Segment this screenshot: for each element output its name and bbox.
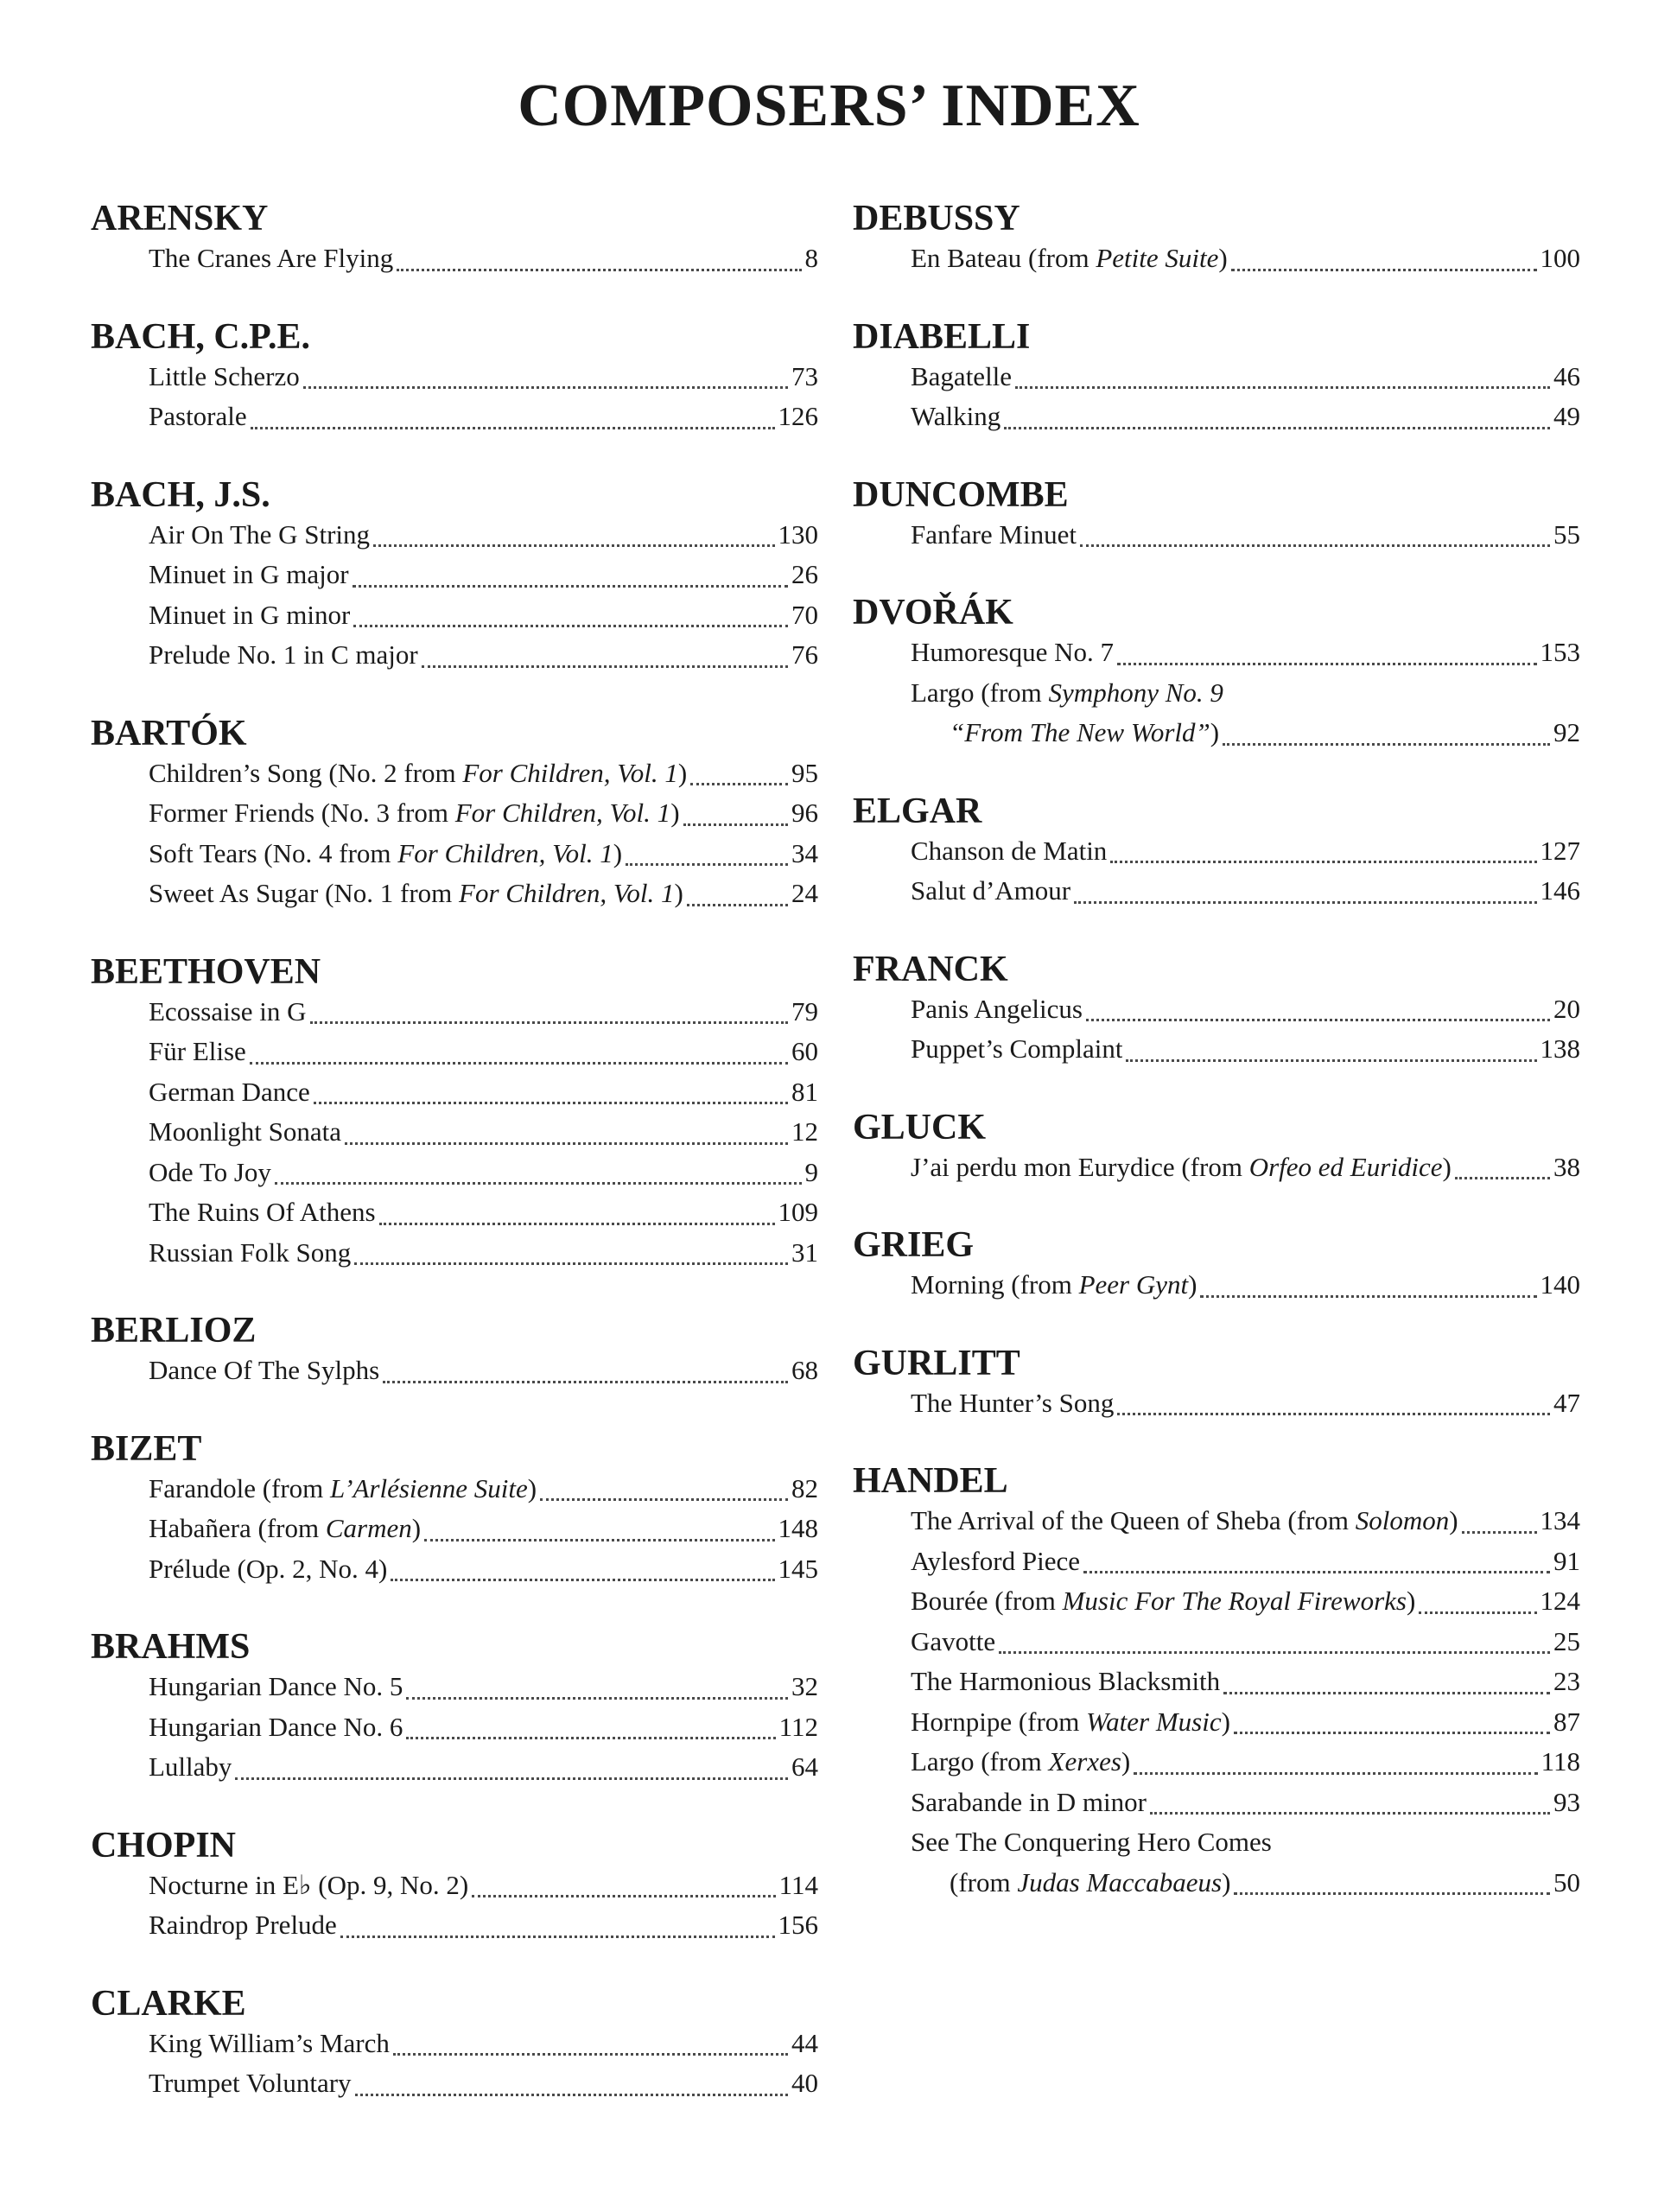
entry-title: Panis Angelicus [911, 993, 1083, 1024]
index-entry-line-1 [911, 1822, 1580, 1863]
index-entry [911, 1029, 1580, 1070]
index-entry [149, 595, 818, 636]
page-number: 100 [1540, 243, 1580, 273]
composer-name: BARTÓK [91, 713, 247, 753]
page-number: 32 [791, 1671, 818, 1701]
page-number: 46 [1553, 360, 1580, 391]
entry-title: Gavotte [911, 1625, 996, 1656]
entry-title: Nocturne in E♭ (Op. 9, No. 2) [149, 1869, 469, 1900]
dot-leader [353, 611, 788, 627]
index-entry [149, 1112, 818, 1153]
composer-section [853, 197, 1580, 279]
entry-list [853, 515, 1580, 556]
dot-leader [397, 255, 801, 271]
index-entry [149, 992, 818, 1033]
entry-list [853, 1501, 1580, 1903]
entry-title: Hungarian Dance No. 5 [149, 1671, 403, 1701]
entry-list [853, 357, 1580, 437]
entry-title: King William’s March [149, 2027, 390, 2058]
index-entry [911, 1662, 1580, 1702]
composer-section [91, 474, 818, 676]
entry-title: Hungarian Dance No. 6 [149, 1711, 403, 1742]
dot-leader [303, 372, 788, 389]
entry-title: The Hunter’s Song [911, 1387, 1115, 1418]
entry-title-continued: “From The New World”) [950, 717, 1220, 747]
composer-section [91, 1982, 818, 2104]
page-title: COMPOSERS’ INDEX [518, 73, 1140, 139]
page-number: 12 [791, 1116, 818, 1147]
page-number: 55 [1553, 518, 1580, 550]
entry-title: Sweet As Sugar (No. 1 from For Children, Vol. 1) [149, 878, 683, 908]
dot-leader [406, 1683, 788, 1700]
composer-name: DUNCOMBE [853, 474, 1069, 515]
dot-leader [1004, 413, 1550, 429]
composer-section [91, 1824, 818, 1946]
dot-leader [383, 1367, 788, 1383]
index-entry [149, 874, 818, 914]
index-entry-line-2 [950, 1863, 1580, 1904]
entry-title: Puppet’s Complaint [911, 1033, 1123, 1064]
composer-section [91, 950, 818, 1274]
composer-section [853, 1224, 1580, 1306]
index-entry [149, 1032, 818, 1072]
dot-leader [275, 1168, 802, 1185]
dot-leader [310, 1007, 788, 1024]
index-entry [149, 357, 818, 397]
index-entry-line-1 [911, 673, 1580, 714]
composer-section [853, 315, 1580, 437]
composer-name: ELGAR [853, 791, 982, 831]
entry-list [853, 238, 1580, 279]
index-entry [911, 238, 1580, 279]
entry-title: Chanson de Matin [911, 835, 1108, 866]
entry-list [91, 2024, 818, 2104]
entry-title: Ode To Joy [149, 1156, 271, 1187]
index-entry [911, 1581, 1580, 1622]
page-number: 9 [804, 1156, 818, 1187]
page-number: 40 [791, 2068, 818, 2098]
entry-title: Air On The G String [149, 518, 371, 550]
index-entry [149, 238, 818, 279]
page-number: 8 [804, 243, 818, 273]
dot-leader [406, 1723, 775, 1739]
index-entry [911, 632, 1580, 673]
entry-title-continued: (from Judas Maccabaeus) [950, 1866, 1231, 1897]
composer-name: BIZET [91, 1428, 202, 1469]
page-number: 60 [791, 1036, 818, 1066]
dot-leader [540, 1484, 788, 1501]
dot-leader [1015, 372, 1550, 389]
entry-title: Farandole (from L’Arlésienne Suite) [149, 1472, 537, 1503]
dot-leader [251, 413, 775, 429]
entry-list [91, 357, 818, 437]
entry-list [91, 1667, 818, 1788]
page-number: 73 [791, 360, 818, 391]
dot-leader [472, 1881, 775, 1897]
entry-title: Dance Of The Sylphs [149, 1355, 380, 1385]
index-entry [149, 555, 818, 595]
entry-title: Lullaby [149, 1751, 232, 1782]
dot-leader [422, 652, 788, 668]
index-entry [149, 1072, 818, 1113]
entry-title: Salut d’Amour [911, 875, 1071, 906]
index-entry [149, 1667, 818, 1707]
page-number: 95 [791, 757, 818, 788]
page-number: 114 [778, 1869, 818, 1900]
page-number: 26 [791, 559, 818, 589]
page-number: 50 [1553, 1866, 1580, 1897]
composer-section [853, 591, 1580, 753]
entry-title: Moonlight Sonata [149, 1116, 342, 1147]
entry-list [853, 632, 1580, 753]
entry-title: Little Scherzo [149, 360, 300, 391]
entry-title: The Harmonious Blacksmith [911, 1666, 1221, 1696]
page-number: 20 [1553, 993, 1580, 1024]
index-entry [149, 1866, 818, 1906]
dot-leader [683, 810, 788, 826]
composer-section [91, 197, 818, 279]
dot-leader [1231, 255, 1537, 271]
index-entry [911, 871, 1580, 912]
entry-list [91, 753, 818, 914]
page-number: 134 [1540, 1505, 1580, 1535]
index-entry [149, 793, 818, 834]
page-number: 93 [1553, 1786, 1580, 1817]
entry-title: Soft Tears (No. 4 from For Children, Vol. 1) [149, 837, 623, 868]
dot-leader [1134, 1758, 1537, 1775]
composer-section [853, 1106, 1580, 1188]
composer-section [91, 1309, 818, 1391]
composer-name: GRIEG [853, 1225, 975, 1265]
page-number: 34 [791, 837, 818, 868]
page-number: 25 [1553, 1625, 1580, 1656]
page-number: 64 [791, 1751, 818, 1782]
composer-section [91, 712, 818, 914]
index-entry [911, 1265, 1580, 1306]
page-number: 153 [1540, 637, 1580, 667]
dot-leader [235, 1764, 788, 1780]
page-number: 109 [778, 1197, 818, 1227]
entry-list [91, 992, 818, 1274]
dot-leader [1223, 729, 1550, 746]
composer-section [91, 1427, 818, 1590]
entry-title: Minuet in G minor [149, 599, 351, 630]
dot-leader [999, 1637, 1550, 1654]
dot-leader [1083, 1557, 1550, 1573]
index-entry [149, 635, 818, 676]
dot-leader [1117, 649, 1536, 665]
entry-list [91, 238, 818, 279]
entry-title: Largo (from Symphony No. 9 [911, 677, 1223, 708]
entry-title: Former Friends (No. 3 from For Children, Vol. 1) [149, 798, 680, 828]
entry-title: Morning (from Peer Gynt) [911, 1269, 1197, 1300]
entry-title: The Ruins Of Athens [149, 1197, 376, 1227]
entry-list [91, 1469, 818, 1590]
page-number: 23 [1553, 1666, 1580, 1696]
entry-title: Habañera (from Carmen) [149, 1513, 422, 1543]
entry-title: Bagatelle [911, 360, 1013, 391]
dot-leader [1419, 1598, 1536, 1614]
dot-leader [1234, 1878, 1550, 1895]
index-entry [911, 989, 1580, 1030]
composer-name: BRAHMS [91, 1627, 251, 1667]
index-entry [149, 2063, 818, 2104]
index-entry [149, 753, 818, 794]
dot-leader [353, 571, 788, 588]
index-entry [149, 1707, 818, 1748]
dot-leader [1074, 887, 1536, 904]
composer-section [853, 1342, 1580, 1424]
page-number: 49 [1553, 401, 1580, 431]
entry-title: German Dance [149, 1076, 310, 1107]
right-column [853, 197, 1580, 1903]
entry-title: Prélude (Op. 2, No. 4) [149, 1553, 388, 1584]
entry-list [91, 1351, 818, 1391]
entry-title: Pastorale [149, 401, 247, 431]
composer-name: DVOŘÁK [853, 593, 1013, 632]
entry-title: Largo (from Xerxes) [911, 1746, 1131, 1777]
dot-leader [424, 1525, 774, 1541]
index-entry [149, 1153, 818, 1193]
index-entry [149, 1905, 818, 1946]
index-entry [149, 2024, 818, 2064]
entry-title: The Cranes Are Flying [149, 243, 394, 273]
composer-name: HANDEL [853, 1461, 1008, 1501]
index-entry [911, 1147, 1580, 1188]
page-number: 24 [791, 878, 818, 908]
dot-leader [690, 769, 788, 785]
composer-name: BERLIOZ [91, 1311, 257, 1351]
entry-title: Prelude No. 1 in C major [149, 639, 418, 670]
composer-section [853, 790, 1580, 912]
index-entry [911, 1742, 1580, 1783]
page-number: 126 [778, 401, 818, 431]
entry-list [91, 515, 818, 676]
dot-leader [1455, 1163, 1550, 1179]
index-entry [149, 515, 818, 556]
index-entry [149, 1747, 818, 1788]
page-number: 127 [1540, 835, 1580, 866]
dot-leader [1150, 1798, 1550, 1815]
entry-title: Fanfare Minuet [911, 518, 1077, 550]
dot-leader [393, 2039, 788, 2056]
index-entry [149, 397, 818, 437]
page-number: 76 [791, 639, 818, 670]
dot-leader [345, 1128, 788, 1145]
page-number: 81 [791, 1076, 818, 1107]
index-entry [911, 397, 1580, 437]
entry-title: Ecossaise in G [149, 995, 307, 1027]
page-number: 118 [1540, 1746, 1580, 1777]
dot-leader [355, 2080, 788, 2096]
page-number: 145 [778, 1553, 818, 1584]
index-entry [149, 834, 818, 874]
index-entry [911, 1702, 1580, 1743]
entry-title: J’ai perdu mon Eurydice (from Orfeo ed Euridice) [911, 1151, 1452, 1182]
dot-leader [1080, 531, 1550, 547]
dot-leader [340, 1922, 775, 1938]
composer-name: CLARKE [91, 1983, 246, 2024]
composer-section [91, 1625, 818, 1788]
dot-leader [1110, 847, 1536, 863]
composer-name: BACH, J.S. [91, 474, 270, 515]
index-entry [911, 1783, 1580, 1823]
index-entry-line-2 [950, 713, 1580, 753]
index-entry [149, 1549, 818, 1590]
index-entry [911, 1622, 1580, 1662]
dot-leader [250, 1048, 788, 1065]
page-number: 146 [1540, 875, 1580, 906]
composer-section [853, 1459, 1580, 1903]
entry-title: Aylesford Piece [911, 1545, 1081, 1576]
entry-list [853, 831, 1580, 912]
page-number: 156 [778, 1910, 818, 1940]
page-number: 112 [778, 1711, 818, 1742]
index-entry [149, 1233, 818, 1274]
page-number: 87 [1553, 1706, 1580, 1737]
composer-name: DIABELLI [853, 316, 1031, 357]
dot-leader [373, 531, 774, 547]
entry-title: Raindrop Prelude [149, 1910, 337, 1940]
page-number: 70 [791, 599, 818, 630]
entry-list [853, 989, 1580, 1070]
entry-title: See The Conquering Hero Comes [911, 1827, 1272, 1857]
entry-title: Bourée (from Music For The Royal Fireworks) [911, 1586, 1416, 1616]
index-entry [911, 831, 1580, 872]
entry-title: Hornpipe (from Water Music) [911, 1706, 1230, 1737]
index-entry [911, 1383, 1580, 1424]
page-number: 44 [791, 2027, 818, 2058]
entry-title: Sarabande in D minor [911, 1786, 1147, 1817]
composer-name: GLUCK [853, 1107, 987, 1147]
page-number: 31 [791, 1236, 818, 1268]
page-number: 82 [791, 1472, 818, 1503]
entry-title: Trumpet Voluntary [149, 2068, 352, 2098]
entry-list [853, 1265, 1580, 1306]
page-number: 148 [778, 1513, 818, 1543]
entry-title: The Arrival of the Queen of Sheba (from Solomon) [911, 1505, 1458, 1535]
entry-title: Walking [911, 401, 1001, 431]
page-number: 91 [1553, 1545, 1580, 1576]
page-number: 130 [778, 518, 818, 550]
entry-title: Children’s Song (No. 2 from For Children, Vol. 1) [149, 757, 688, 788]
dot-leader [687, 890, 788, 906]
dot-leader [391, 1565, 774, 1581]
dot-leader [626, 849, 788, 866]
entry-list [853, 1383, 1580, 1424]
composer-name: GURLITT [853, 1343, 1020, 1383]
dot-leader [1086, 1005, 1550, 1021]
composer-name: CHOPIN [91, 1825, 236, 1866]
page-number: 79 [791, 995, 818, 1027]
composer-name: BACH, C.P.E. [91, 316, 310, 357]
composer-name: DEBUSSY [853, 199, 1020, 238]
page-number: 47 [1553, 1387, 1580, 1418]
index-entry [149, 1192, 818, 1233]
entry-title: Russian Folk Song [149, 1236, 352, 1268]
entry-title: Minuet in G major [149, 559, 349, 589]
dot-leader [354, 1249, 788, 1265]
index-entry [911, 515, 1580, 556]
page-number: 138 [1540, 1033, 1580, 1064]
entry-title: Humoresque No. 7 [911, 637, 1115, 667]
dot-leader [1126, 1046, 1536, 1062]
composer-name: ARENSKY [91, 199, 269, 238]
entry-list [91, 1866, 818, 1946]
page-number: 140 [1540, 1269, 1580, 1300]
index-entry [911, 1541, 1580, 1582]
composer-section [91, 315, 818, 437]
left-column [91, 197, 818, 2104]
dot-leader [1462, 1517, 1537, 1534]
page-number: 92 [1553, 717, 1580, 747]
composer-name: BEETHOVEN [91, 951, 321, 992]
page-number: 96 [791, 798, 818, 828]
index-entry [911, 357, 1580, 397]
composer-section [853, 474, 1580, 556]
dot-leader [314, 1088, 788, 1104]
dot-leader [1234, 1718, 1550, 1734]
page-number: 68 [791, 1355, 818, 1385]
entry-title: Für Elise [149, 1036, 246, 1066]
page-number: 124 [1540, 1586, 1580, 1616]
dot-leader [1200, 1281, 1536, 1298]
page-number: 38 [1553, 1151, 1580, 1182]
index-entry [911, 1501, 1580, 1541]
composer-section [853, 948, 1580, 1070]
composer-name: FRANCK [853, 949, 1008, 989]
dot-leader [379, 1209, 775, 1225]
index-entry [149, 1351, 818, 1391]
index-entry [149, 1509, 818, 1549]
dot-leader [1223, 1678, 1550, 1694]
index-entry [149, 1469, 818, 1510]
entry-title: En Bateau (from Petite Suite) [911, 243, 1228, 273]
dot-leader [1117, 1399, 1550, 1415]
entry-list [853, 1147, 1580, 1188]
